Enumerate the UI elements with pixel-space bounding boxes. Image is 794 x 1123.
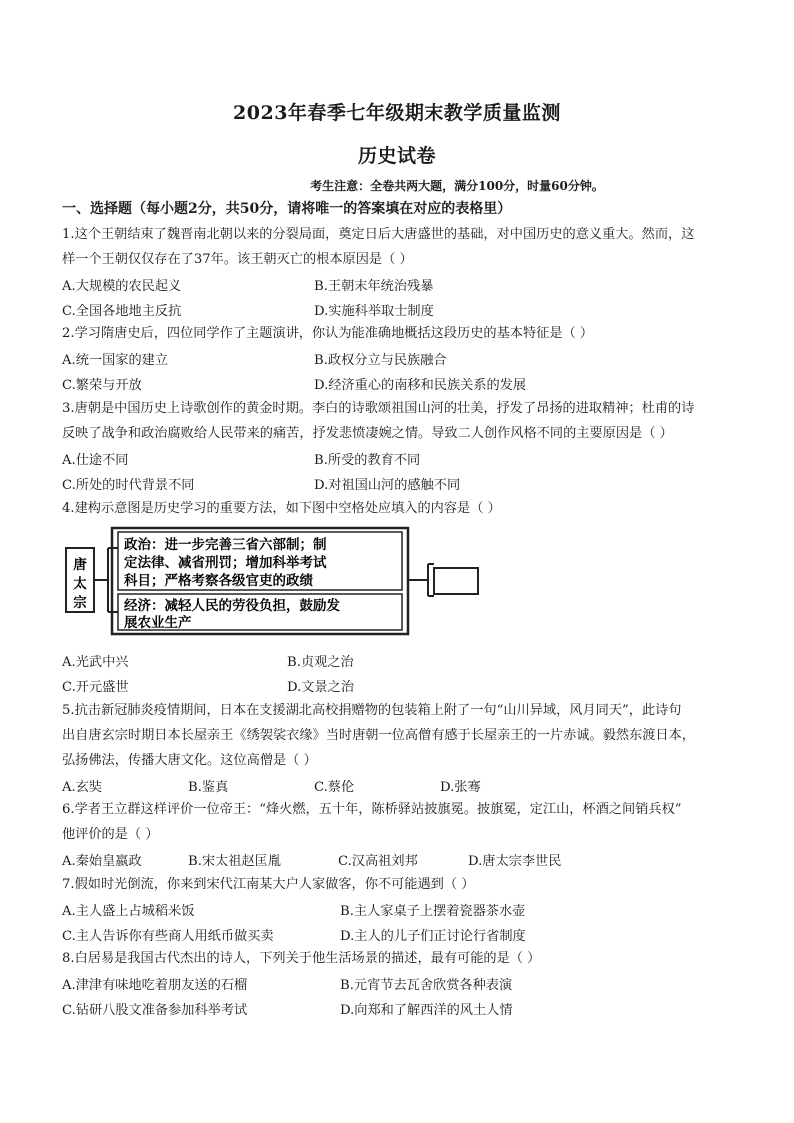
question-3-line-2: 反映了战争和政治腐败给人民带来的痛苦，抒发悲愤凄婉之情。导致二人创作风格不同的主要原因是（ ）: [62, 426, 673, 441]
question-2-line-1: 2.学习隋唐史后，四位同学作了主题演讲，你认为能准确地概括这段历史的基本特征是（ ）: [62, 326, 594, 341]
question-6-option-c: C.汉高祖刘邦: [338, 854, 418, 869]
question-1-option-b: B.王朝末年统治残暴: [314, 279, 434, 294]
economy-line-2: 展农业生产: [124, 615, 192, 631]
question-2-option-c: C.繁荣与开放: [62, 378, 142, 393]
question-4-option-c: C.开元盛世: [62, 680, 129, 695]
question-6-option-a: A.秦始皇嬴政: [62, 854, 142, 869]
exam-subtitle: 历史试卷: [357, 145, 436, 167]
question-8-line-1: 8.白居易是我国古代杰出的诗人，下列关于他生活场景的描述，最有可能的是（ ）: [62, 951, 541, 966]
left-bracket: [94, 548, 118, 612]
tang-taizong-diagram: [64, 522, 484, 642]
question-2-option-b: B.政权分立与民族融合: [314, 353, 447, 368]
exam-title: 2023年春季七年级期末教学质量监测: [233, 102, 561, 124]
question-3-option-d: D.对祖国山河的感触不同: [314, 478, 461, 493]
question-7-line-1: 7.假如时光倒流，你来到宋代江南某大户人家做客，你不可能遇到（ ）: [62, 877, 475, 892]
question-7-option-d: D.主人的儿子们正讨论行省制度: [340, 929, 526, 944]
question-3-option-a: A.仕途不同: [62, 453, 129, 468]
question-2-option-d: D.经济重心的南移和民族关系的发展: [314, 378, 527, 393]
politics-line-2: 定法律、减省刑罚；增加科举考试: [124, 555, 327, 571]
question-8-option-c: C.钻研八股文准备参加科举考试: [62, 1003, 248, 1018]
question-5-option-a: A.玄奘: [62, 780, 103, 795]
question-6-line-2: 他评价的是（ ）: [62, 827, 159, 842]
question-5-line-2: 出自唐玄宗时期日本长屋亲王《绣袈裟衣缘》当时唐朝一位高僧有感于长屋亲王的一片赤诚。毅然东渡日本，: [62, 728, 695, 743]
question-1-option-d: D.实施科举取士制度: [314, 304, 434, 319]
blank-answer-box: [434, 568, 478, 594]
question-6-option-d: D.唐太宗李世民: [468, 854, 562, 869]
question-3-option-b: B.所受的教育不同: [314, 453, 421, 468]
question-5-line-3: 弘扬佛法，传播大唐文化。这位高僧是（ ）: [62, 753, 317, 768]
exam-notice: 考生注意：全卷共两大题，满分100分，时量60分钟。: [310, 179, 604, 193]
politics-line-3: 科目；严格考察各级官吏的政绩: [124, 573, 313, 589]
question-7-option-c: C.主人告诉你有些商人用纸币做买卖: [62, 929, 274, 944]
question-8-option-d: D.向郑和了解西洋的风土人情: [340, 1003, 513, 1018]
politics-line-1: 政治：进一步完善三省六部制；制: [124, 537, 327, 553]
question-1-option-c: C.全国各地地主反抗: [62, 304, 182, 319]
question-3-option-c: C.所处的时代背景不同: [62, 478, 195, 493]
question-5-option-d: D.张骞: [440, 780, 481, 795]
question-5-line-1: 5.抗击新冠肺炎疫情期间，日本在支援湖北高校捐赠物的包装箱上附了一句“山川异域，风月同天”，此诗句: [62, 703, 682, 718]
question-7-option-a: A.主人盛上占城稻米饭: [62, 904, 195, 919]
emperor-char-1: 唐: [73, 557, 87, 573]
emperor-char-2: 太: [73, 576, 87, 592]
question-4-line-1: 4.建构示意图是历史学习的重要方法，如下图中空格处应填入的内容是（ ）: [62, 501, 501, 516]
question-6-line-1: 6.学者王立群这样评价一位帝王：“烽火燃，五十年，陈桥驿站披旗冕。披旗冕，定江山，杯酒之间销兵权”: [62, 802, 682, 817]
question-5-option-c: C.蔡伦: [314, 780, 355, 795]
question-6-option-b: B.宋太祖赵匡胤: [188, 854, 282, 869]
question-1-option-a: A.大规模的农民起义: [62, 279, 182, 294]
question-5-option-b: B.鉴真: [188, 780, 229, 795]
question-3-line-1: 3.唐朝是中国历史上诗歌创作的黄金时期。李白的诗歌颂祖国山河的壮美，抒发了昂扬的进取精神；杜甫的诗: [62, 401, 695, 416]
question-4-option-b: B.贞观之治: [287, 655, 354, 670]
question-2-option-a: A.统一国家的建立: [62, 353, 169, 368]
question-8-option-b: B.元宵节去瓦舍欣赏各种表演: [340, 978, 513, 993]
question-4-option-d: D.文景之治: [287, 680, 355, 695]
question-7-option-b: B.主人家桌子上摆着瓷器茶水壶: [340, 904, 526, 919]
right-bracket: [408, 564, 434, 596]
economy-line-1: 经济：减轻人民的劳役负担，鼓励发: [124, 598, 340, 614]
question-4-option-a: A.光武中兴: [62, 655, 129, 670]
question-1-line-2: 样一个王朝仅仅存在了37年。该王朝灭亡的根本原因是（ ）: [62, 252, 413, 267]
question-1-line-1: 1.这个王朝结束了魏晋南北朝以来的分裂局面，奠定日后大唐盛世的基础，对中国历史的意义重大。然而，这: [62, 227, 695, 242]
question-8-option-a: A.津津有味地吃着朋友送的石榴: [62, 978, 248, 993]
section-heading: 一、选择题（每小题2分，共50分，请将唯一的答案填在对应的表格里）: [62, 201, 512, 217]
emperor-char-3: 宗: [73, 595, 87, 611]
